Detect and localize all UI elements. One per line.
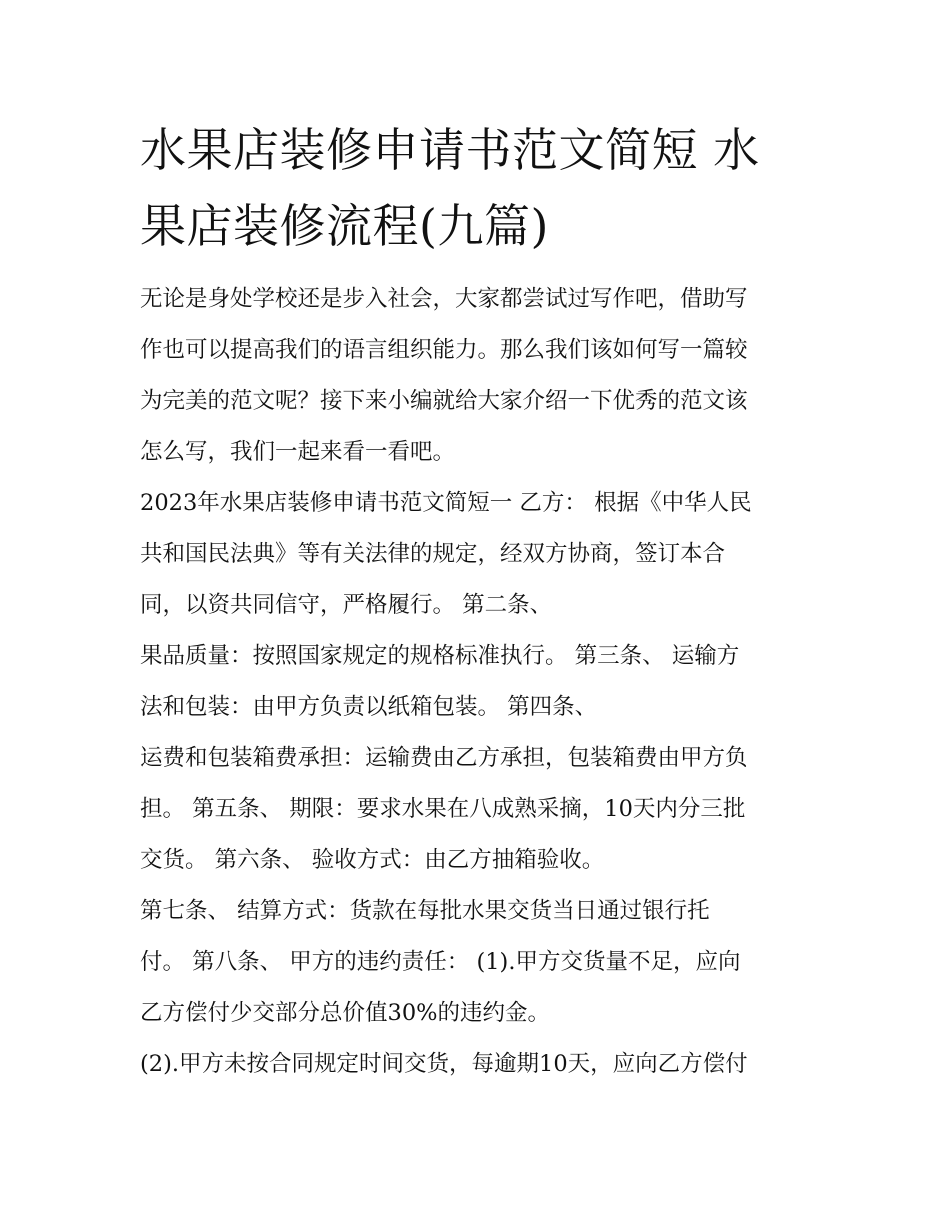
title-line: 水果店装修申请书范文简短 水 (140, 123, 760, 177)
text-line: 同，以资共同信守，严格履行。 第二条、 (140, 592, 553, 618)
text-line: 乙方偿付少交部分总价值30%的违约金。 (140, 1000, 551, 1026)
text-line: 交货。 第六条、 验收方式：由乙方抽箱验收。 (140, 847, 605, 873)
title-line: 果店装修流程(九篇) (140, 199, 549, 253)
contract-paragraph-2 (140, 631, 820, 733)
text-line: 运费和包装箱费承担：运输费由乙方承担，包装箱费由甲方负 (140, 745, 748, 771)
contract-paragraph-5 (140, 1039, 820, 1090)
text-line: 作也可以提高我们的语言组织能力。那么我们该如何写一篇较 (140, 337, 748, 363)
text-line: 法和包装：由甲方负责以纸箱包装。 第四条、 (140, 694, 598, 720)
intro-paragraph (140, 274, 820, 478)
text-line: 担。 第五条、 期限：要求水果在八成熟采摘，10天内分三批 (140, 796, 746, 822)
contract-paragraph-4 (140, 886, 820, 1039)
document-page (140, 112, 820, 1090)
text-line: 第七条、 结算方式：货款在每批水果交货当日通过银行托 (140, 898, 710, 924)
text-line: 2023年水果店装修申请书范文简短一 乙方： 根据《中华人民 (140, 490, 752, 516)
document-title (140, 112, 820, 264)
text-line: (2).甲方未按合同规定时间交货，每逾期10天，应向乙方偿付 (140, 1051, 748, 1077)
text-line: 共和国民法典》等有关法律的规定，经双方协商，签订本合 (140, 541, 726, 567)
contract-paragraph-1 (140, 478, 820, 631)
text-line: 怎么写，我们一起来看一看吧。 (140, 439, 456, 465)
text-line: 果品质量：按照国家规定的规格标准执行。 第三条、 运输方 (140, 643, 740, 669)
text-line: 为完美的范文呢？接下来小编就给大家介绍一下优秀的范文该 (140, 388, 748, 414)
text-line: 付。 第八条、 甲方的违约责任： (1).甲方交货量不足，应向 (140, 949, 741, 975)
text-line: 无论是身处学校还是步入社会，大家都尝试过写作吧，借助写 (140, 286, 748, 312)
contract-paragraph-3 (140, 733, 820, 886)
